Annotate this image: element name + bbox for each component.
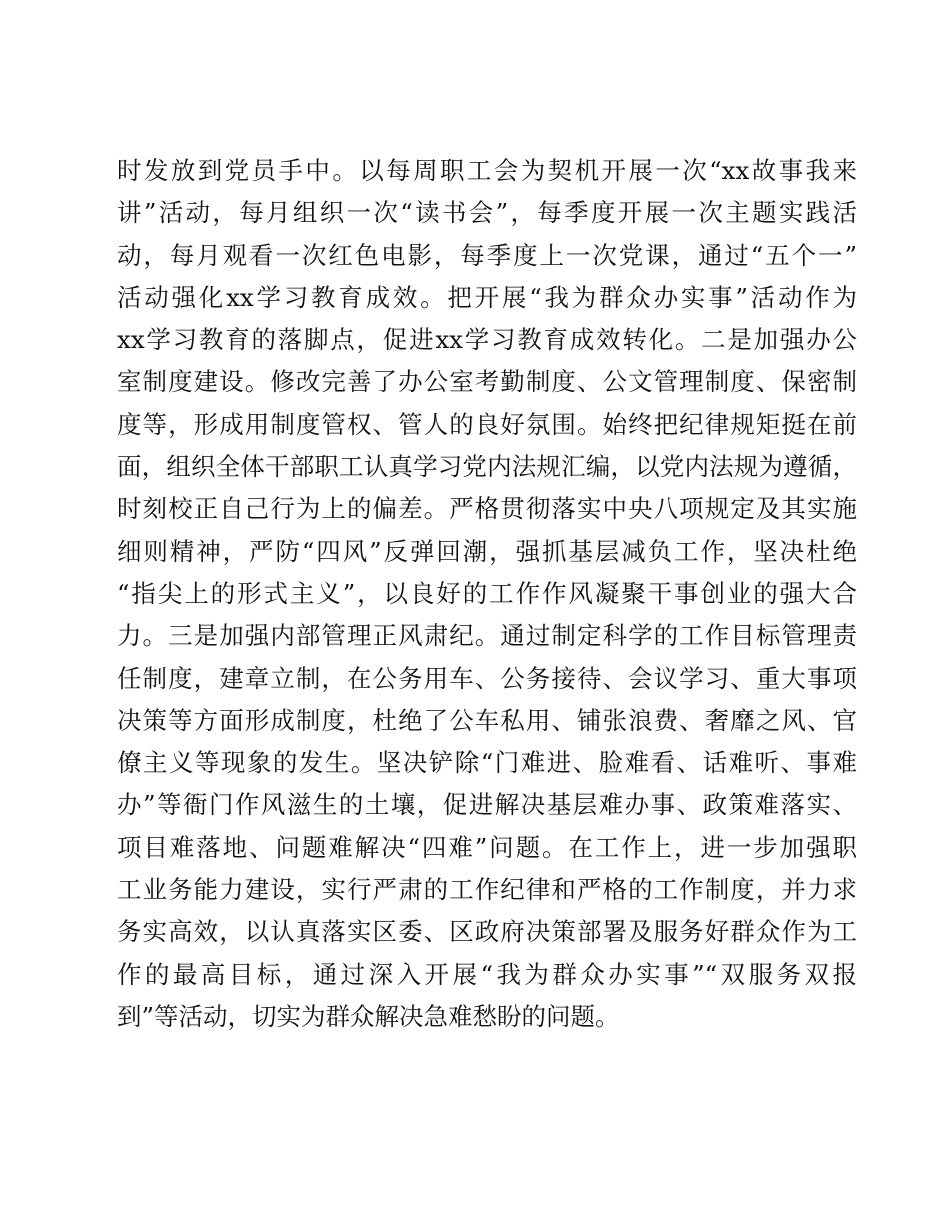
text-line-last: 到”等活动，切实为群众解决急难愁盼的问题。: [117, 1001, 620, 1031]
text-line: “指尖上的形式主义”，以良好的工作作风凝聚干事创业的强大合: [117, 578, 857, 608]
text-line: 室制度建设。修改完善了办公室考勤制度、公文管理制度、保密制: [117, 367, 857, 397]
text-line: 时发放到党员手中。以每周职工会为契机开展一次“xx故事我来: [117, 156, 857, 185]
text-line: 活动强化xx学习教育成效。把开展“我为群众办实事”活动作为: [117, 282, 857, 312]
text-line: 任制度，建章立制，在公务用车、公务接待、会议学习、重大事项: [117, 663, 857, 693]
body-paragraph: [117, 150, 857, 1038]
text-line: 作的最高目标，通过深入开展“我为群众办实事”“双服务双报: [117, 959, 857, 989]
text-line: 时刻校正自己行为上的偏差。严格贯彻落实中央八项规定及其实施: [117, 494, 857, 524]
text-line: 动，每月观看一次红色电影，每季度上一次党课，通过“五个一”: [117, 240, 857, 270]
text-line: 力。三是加强内部管理正风肃纪。通过制定科学的工作目标管理责: [117, 621, 857, 651]
text-line: 务实高效，以认真落实区委、区政府决策部署及服务好群众作为工: [117, 917, 857, 947]
text-line: 细则精神，严防“四风”反弹回潮，强抓基层减负工作，坚决杜绝: [117, 536, 857, 566]
text-line: 面，组织全体干部职工认真学习党内法规汇编，以党内法规为遵循，: [117, 452, 857, 482]
text-line: xx学习教育的落脚点，促进xx学习教育成效转化。二是加强办公: [117, 325, 857, 355]
text-line: 办”等衙门作风滋生的土壤，促进解决基层难办事、政策难落实、: [117, 790, 857, 820]
text-line: 度等，形成用制度管权、管人的良好氛围。始终把纪律规矩挺在前: [117, 409, 857, 439]
text-line: 工业务能力建设，实行严肃的工作纪律和严格的工作制度，并力求: [117, 875, 857, 905]
text-line: 项目难落地、问题难解决“四难”问题。在工作上，进一步加强职: [117, 832, 857, 862]
text-line: 僚主义等现象的发生。坚决铲除“门难进、脸难看、话难听、事难: [117, 748, 857, 778]
text-line: 讲”活动，每月组织一次“读书会”，每季度开展一次主题实践活: [117, 198, 857, 228]
text-line: 决策等方面形成制度，杜绝了公车私用、铺张浪费、奢靡之风、官: [117, 705, 857, 735]
